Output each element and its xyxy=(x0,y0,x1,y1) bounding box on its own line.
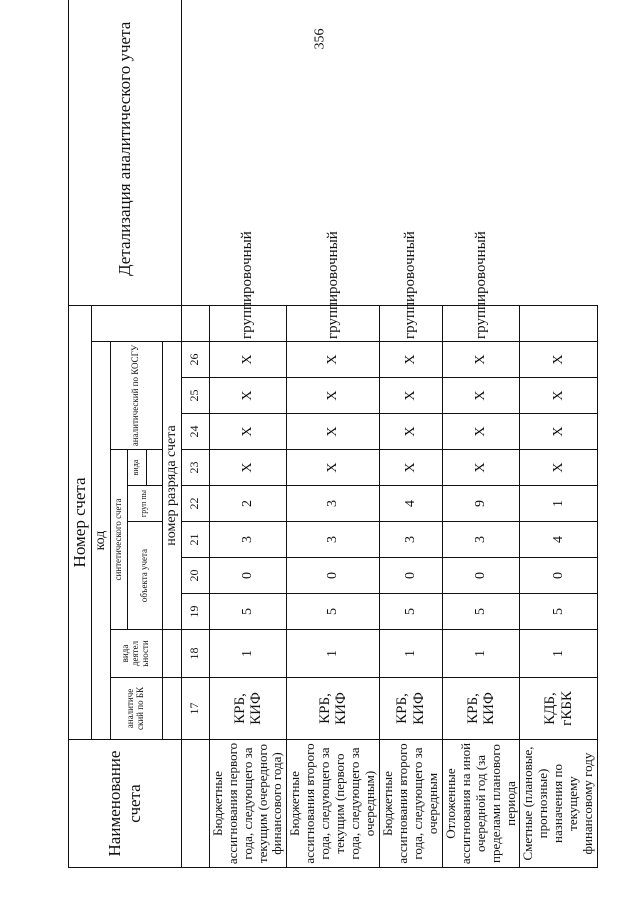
value-cell: 1 xyxy=(380,630,443,678)
rotated-table-container xyxy=(68,21,596,868)
table-row xyxy=(380,0,443,868)
value-cell: 4 xyxy=(380,486,443,522)
value-cell: X xyxy=(209,414,287,450)
header-group: груп пы xyxy=(127,486,162,522)
bk-cell: КРБ, КИФ xyxy=(209,678,287,740)
header-kind: вида xyxy=(127,450,146,486)
detail-cell: группировочный xyxy=(287,305,380,341)
table-row xyxy=(209,0,287,868)
header-empty-cell xyxy=(91,305,181,341)
header-account-number: Номер счета xyxy=(69,305,92,739)
column-number: 22 xyxy=(181,486,209,522)
value-cell: 4 xyxy=(520,522,598,558)
column-number: 20 xyxy=(181,558,209,594)
column-number: 26 xyxy=(181,342,209,378)
value-cell: 5 xyxy=(209,594,287,630)
value-cell: X xyxy=(442,378,520,414)
value-cell: X xyxy=(209,450,287,486)
value-cell: X xyxy=(380,450,443,486)
bk-cell: КРБ, КИФ xyxy=(287,678,380,740)
detail-cell: группировочный xyxy=(209,305,287,341)
page-number: 356 xyxy=(312,28,327,50)
header-digit-blank xyxy=(162,678,181,740)
value-cell: X xyxy=(380,414,443,450)
value-cell: 3 xyxy=(287,486,380,522)
value-cell: 5 xyxy=(442,594,520,630)
column-number-blank xyxy=(181,305,209,341)
value-cell: X xyxy=(209,378,287,414)
header-synthetic: синтетического счета xyxy=(110,450,127,630)
value-cell: X xyxy=(380,378,443,414)
value-cell: 5 xyxy=(520,594,598,630)
value-cell: X xyxy=(380,342,443,378)
header-detail: Детализация аналитического учета xyxy=(69,0,182,305)
document-table-area xyxy=(68,21,596,868)
account-name-cell: Бюджетные ассигнования второго года, следующего за текущим (первого года, следующего за очередным) xyxy=(287,740,380,868)
value-cell: 3 xyxy=(209,522,287,558)
bk-cell: КРБ, КИФ xyxy=(380,678,443,740)
header-analytical-bk: аналитиче ский по БК xyxy=(110,678,162,740)
value-cell: 1 xyxy=(209,630,287,678)
value-cell: 3 xyxy=(442,522,520,558)
value-cell: 1 xyxy=(520,630,598,678)
value-cell: 9 xyxy=(442,486,520,522)
account-name-cell: Бюджетные ассигнования первого года, следующего за текущим (очередного финансового года) xyxy=(209,740,287,868)
table-row xyxy=(287,0,380,868)
value-cell: X xyxy=(209,342,287,378)
value-cell: 0 xyxy=(287,558,380,594)
table-row xyxy=(442,0,520,868)
table-row xyxy=(520,0,598,868)
bk-cell: КДБ, гКБК xyxy=(520,678,598,740)
value-cell: X xyxy=(520,342,598,378)
value-cell: 1 xyxy=(287,630,380,678)
detail-cell xyxy=(520,305,598,341)
value-cell: 0 xyxy=(209,558,287,594)
column-number: 19 xyxy=(181,594,209,630)
value-cell: 1 xyxy=(442,630,520,678)
value-cell: X xyxy=(520,450,598,486)
value-cell: 0 xyxy=(442,558,520,594)
header-activity-type: вида деятел ьности xyxy=(110,630,162,678)
column-number: 25 xyxy=(181,378,209,414)
column-number: 23 xyxy=(181,450,209,486)
column-number: 21 xyxy=(181,522,209,558)
value-cell: 3 xyxy=(287,522,380,558)
value-cell: X xyxy=(442,450,520,486)
header-digit-blank xyxy=(162,630,181,678)
header-account-name: Наименование счета xyxy=(69,740,182,868)
account-name-cell: Сметные (плановые, прогнозные) назначения по текущему финансовому году xyxy=(520,740,598,868)
value-cell: 5 xyxy=(380,594,443,630)
value-cell: X xyxy=(520,414,598,450)
value-cell: X xyxy=(287,450,380,486)
value-cell: X xyxy=(287,378,380,414)
account-name-cell: Бюджетные ассигнования второго года, следующего за очередным xyxy=(380,740,443,868)
column-number: 17 xyxy=(181,678,209,740)
column-number-blank xyxy=(181,740,209,868)
header-accounting-object: объекта учета xyxy=(127,522,162,630)
account-table xyxy=(68,0,598,868)
value-cell: X xyxy=(287,342,380,378)
value-cell: 0 xyxy=(380,558,443,594)
header-digit-number: номер разряда счета xyxy=(162,342,181,630)
value-cell: X xyxy=(442,414,520,450)
value-cell: 3 xyxy=(380,522,443,558)
detail-cell: группировочный xyxy=(380,305,443,341)
header-analytical-kosgu: аналитический по КОСГУ xyxy=(110,342,162,450)
account-name-cell: Отложенные ассигнования на иной очередной год (за пределами планового периода xyxy=(442,740,520,868)
column-number: 18 xyxy=(181,630,209,678)
bk-cell: КРБ, КИФ xyxy=(442,678,520,740)
value-cell: X xyxy=(520,378,598,414)
value-cell: X xyxy=(287,414,380,450)
detail-cell: группировочный xyxy=(442,305,520,341)
header-code: код xyxy=(91,342,110,740)
value-cell: X xyxy=(442,342,520,378)
value-cell: 0 xyxy=(520,558,598,594)
value-cell: 1 xyxy=(520,486,598,522)
header-kind-blank xyxy=(146,450,162,486)
column-number: 24 xyxy=(181,414,209,450)
value-cell: 5 xyxy=(287,594,380,630)
value-cell: 2 xyxy=(209,486,287,522)
